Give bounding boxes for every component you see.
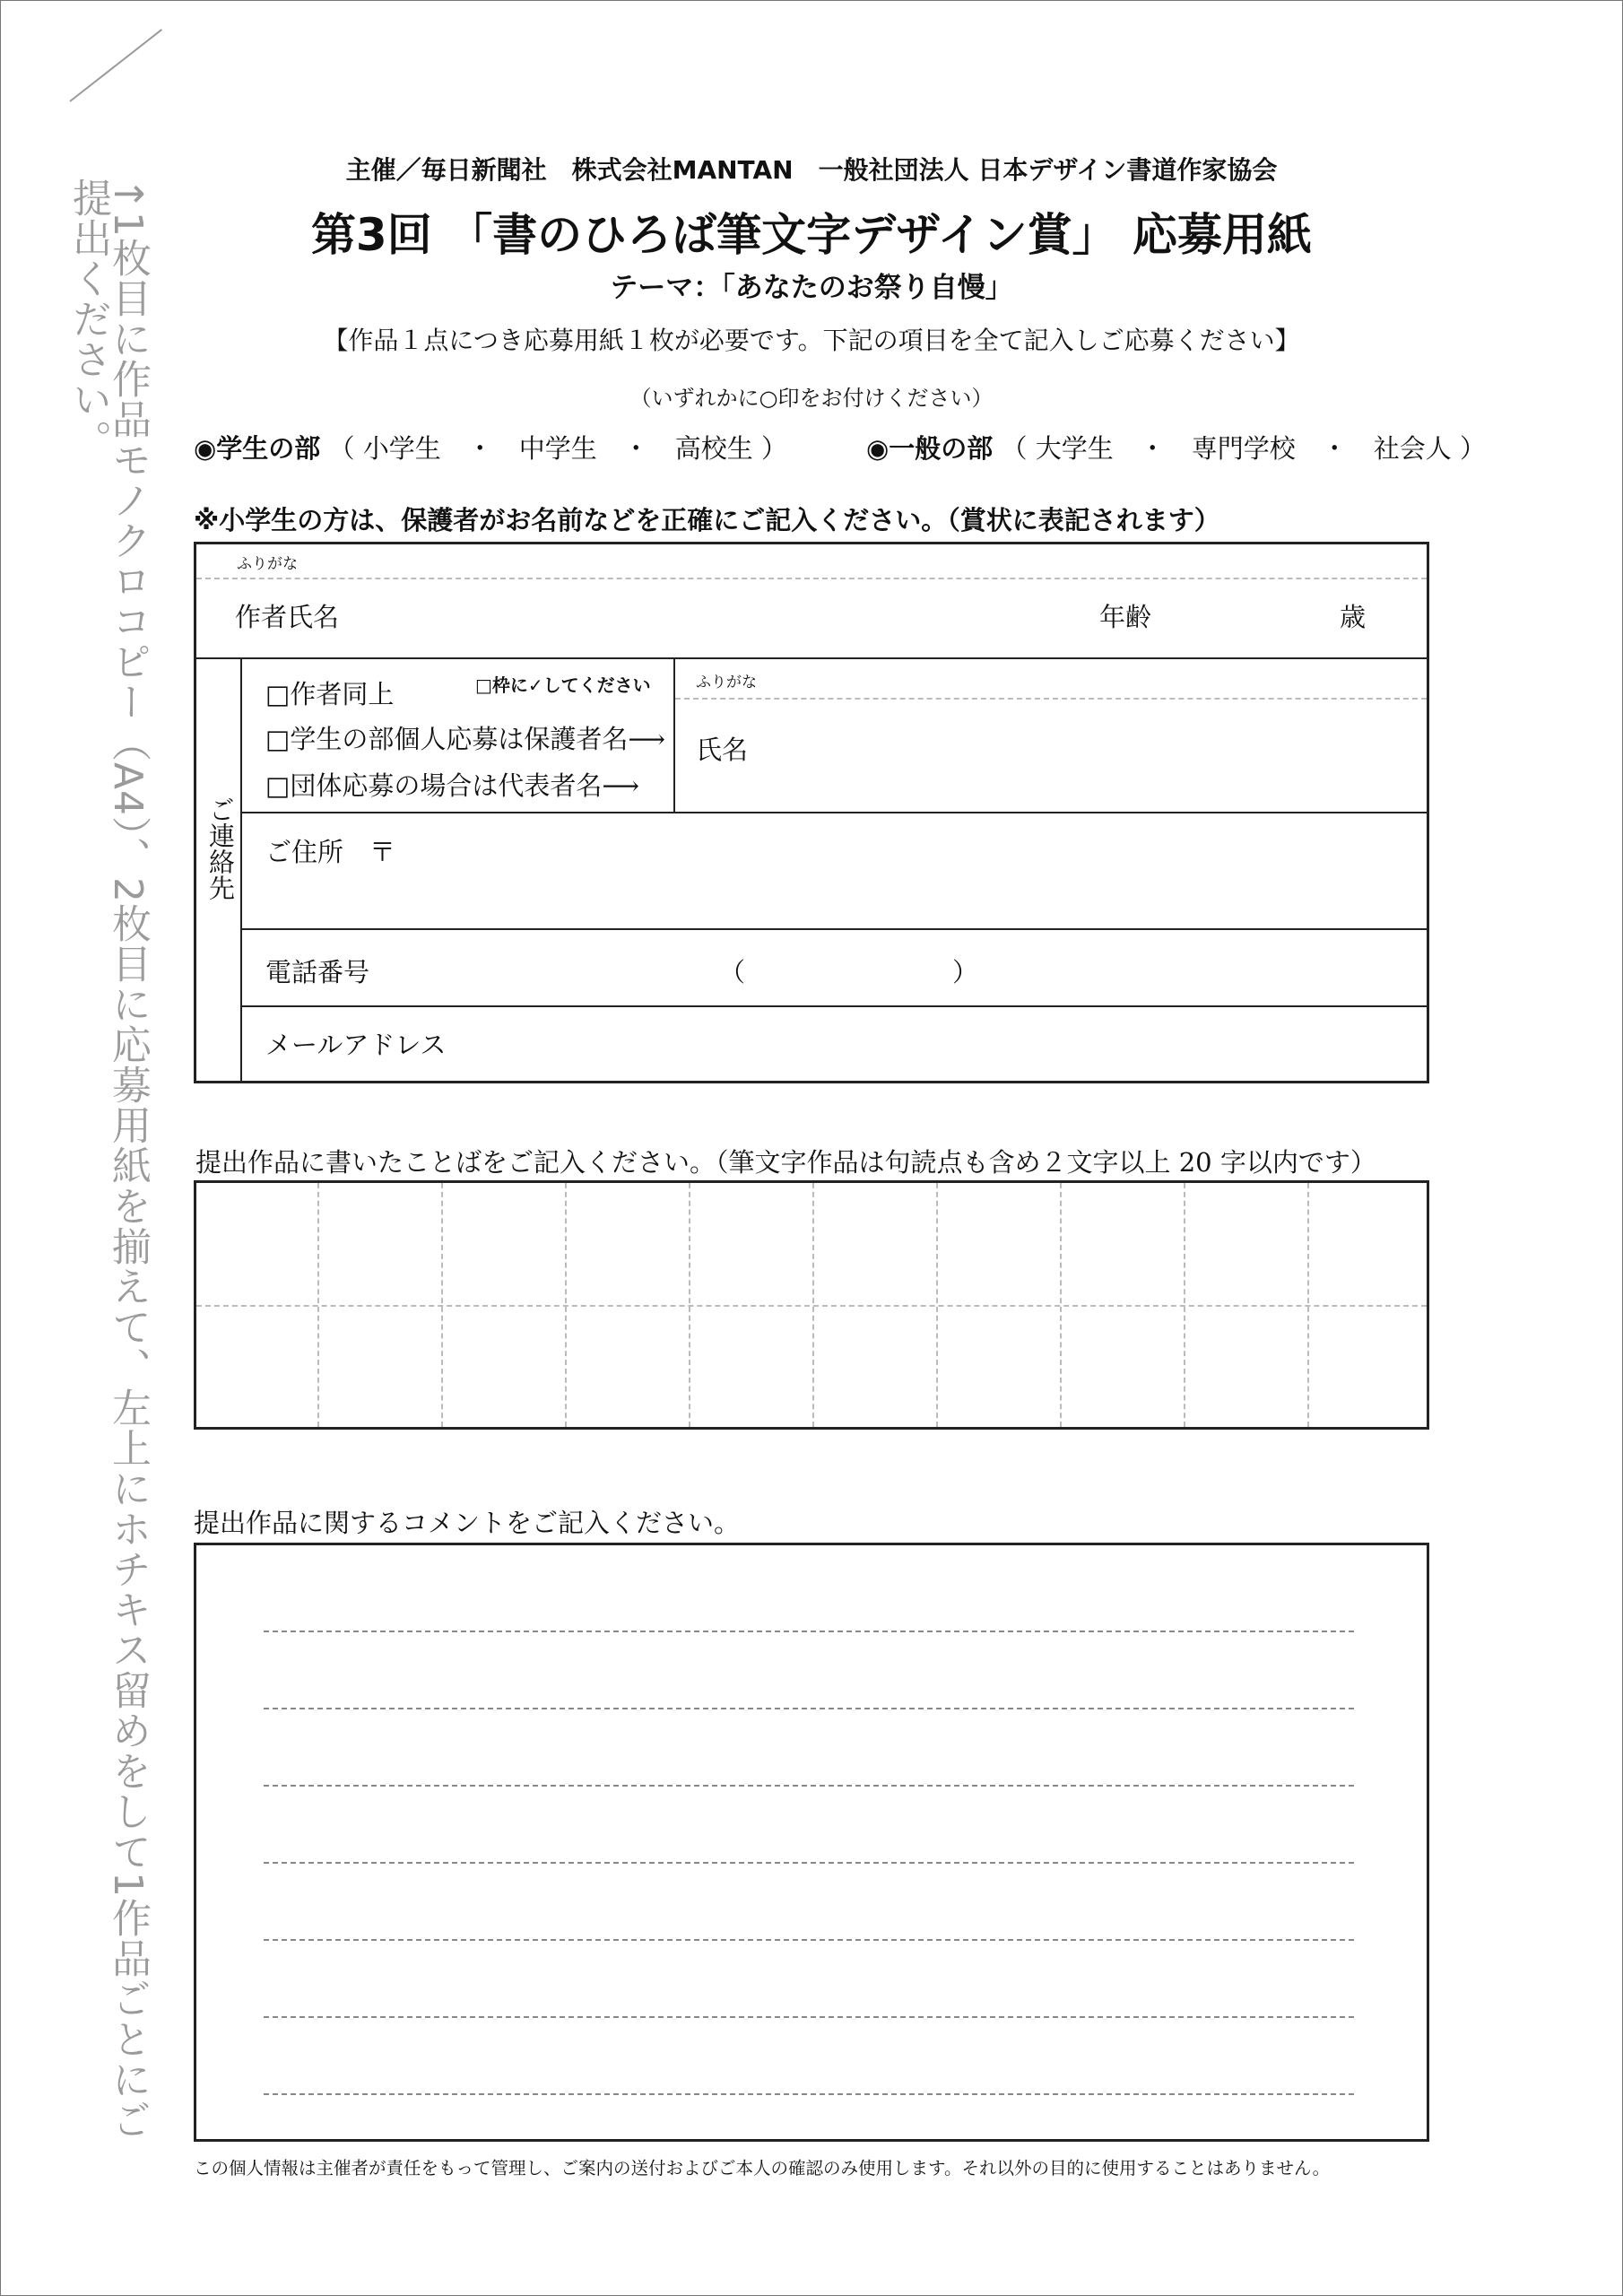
address-row-divider <box>240 812 1429 813</box>
page-title: 第3回 「書のひろば筆文字デザイン賞」 応募用紙 <box>310 209 1313 261</box>
phone-paren-open: （ <box>719 957 746 987</box>
guardian-name-option[interactable]: □学生の部個人応募は保護者名⟶ <box>265 724 665 754</box>
words-grid-col-divider <box>1184 1183 1185 1427</box>
contact-name-label: 氏名 <box>696 735 749 765</box>
contact-side-label: ご連絡先 <box>205 796 236 900</box>
phone-field[interactable] <box>395 937 1408 996</box>
author-furigana-label: ふりがな <box>237 555 298 573</box>
phone-row-divider <box>240 928 1429 930</box>
words-grid-col-divider <box>317 1183 319 1427</box>
contact-furigana-label: ふりがな <box>696 674 757 691</box>
contact-furigana-divider <box>675 698 1427 700</box>
words-grid-col-divider <box>1307 1183 1309 1427</box>
theme: テーマ：「あなたのお祭り自慢」 <box>610 272 1013 304</box>
same-as-author-option[interactable]: □作者同上 <box>265 679 395 709</box>
comment-line <box>264 2093 1354 2095</box>
student-category-label: ◉学生の部 <box>194 433 321 464</box>
general-category-options[interactable]: （ 大学生 ・ 専門学校 ・ 社会人 ） <box>1001 433 1486 464</box>
comment-line <box>264 1939 1354 1941</box>
contact-side-divider <box>240 657 242 1083</box>
age-label: 年齢 <box>1099 602 1152 632</box>
student-category[interactable] <box>194 429 787 465</box>
author-row-divider <box>194 657 1429 659</box>
words-grid-row-divider <box>196 1305 1427 1307</box>
organizers: 主催／毎日新聞社 株式会社MANTAN 一般社団法人 日本デザイン書道作家協会 <box>345 155 1278 185</box>
words-grid-col-divider <box>936 1183 938 1427</box>
general-category[interactable] <box>866 429 1486 465</box>
guardian-note: ※小学生の方は、保護者がお名前などを正確にご記入ください。（賞状に表記されます） <box>194 505 1220 535</box>
check-instruction: □枠に✓してください <box>475 674 651 696</box>
words-grid-col-divider <box>565 1183 567 1427</box>
age-field[interactable] <box>1175 585 1336 648</box>
author-name-label: 作者氏名 <box>235 602 340 632</box>
comment-line <box>264 1631 1354 1632</box>
notice: 【作品１点につき応募用紙１枚が必要です。下記の項目を全て記入しご応募ください】 <box>323 326 1300 355</box>
address-label: ご住所 〒 <box>265 837 396 867</box>
author-furigana-divider <box>196 578 1427 579</box>
words-grid-col-divider <box>689 1183 690 1427</box>
words-instruction: 提出作品に書いたことばをご記入ください。（筆文字作品は句読点も含め２文字以上 20 字以内です） <box>195 1147 1376 1178</box>
email-label: メールアドレス <box>265 1030 447 1060</box>
author-name-field[interactable] <box>359 585 1076 648</box>
words-grid[interactable] <box>194 1180 1429 1430</box>
phone-label: 電話番号 <box>265 957 370 987</box>
comment-line <box>264 1785 1354 1787</box>
words-grid-col-divider <box>441 1183 443 1427</box>
words-grid-col-divider <box>812 1183 814 1427</box>
address-field[interactable] <box>421 823 1408 922</box>
comment-box[interactable] <box>194 1543 1429 2142</box>
phone-paren-close: ） <box>952 957 979 987</box>
comment-line <box>264 1862 1354 1864</box>
age-unit: 歳 <box>1340 602 1367 632</box>
email-field[interactable] <box>466 1014 1408 1074</box>
email-row-divider <box>240 1005 1429 1007</box>
group-representative-option[interactable]: □団体応募の場合は代表者名⟶ <box>265 770 639 801</box>
side-instruction: ↑1枚目に作品モノクロコピー（A4）、2枚目に応募用紙を揃えて、左上にホチキス留めをして1作品ごとにご提出ください。 <box>65 178 151 2140</box>
general-category-label: ◉一般の部 <box>866 433 994 464</box>
circle-note: （いずれかに○印をお付けください） <box>629 386 994 411</box>
contact-name-field[interactable] <box>771 709 1417 798</box>
words-grid-col-divider <box>1060 1183 1062 1427</box>
privacy-note: この個人情報は主催者が責任をもって管理し、ご案内の送付およびご本人の確認のみ使用します。それ以外の目的に使用することはありません。 <box>194 2158 1331 2179</box>
student-category-options[interactable]: （ 小学生 ・ 中学生 ・ 高校生 ） <box>328 433 787 464</box>
contact-name-divider <box>673 657 675 812</box>
comment-line <box>264 2016 1354 2018</box>
comment-line <box>264 1708 1354 1709</box>
comment-instruction: 提出作品に関するコメントをご記入ください。 <box>194 1508 741 1538</box>
